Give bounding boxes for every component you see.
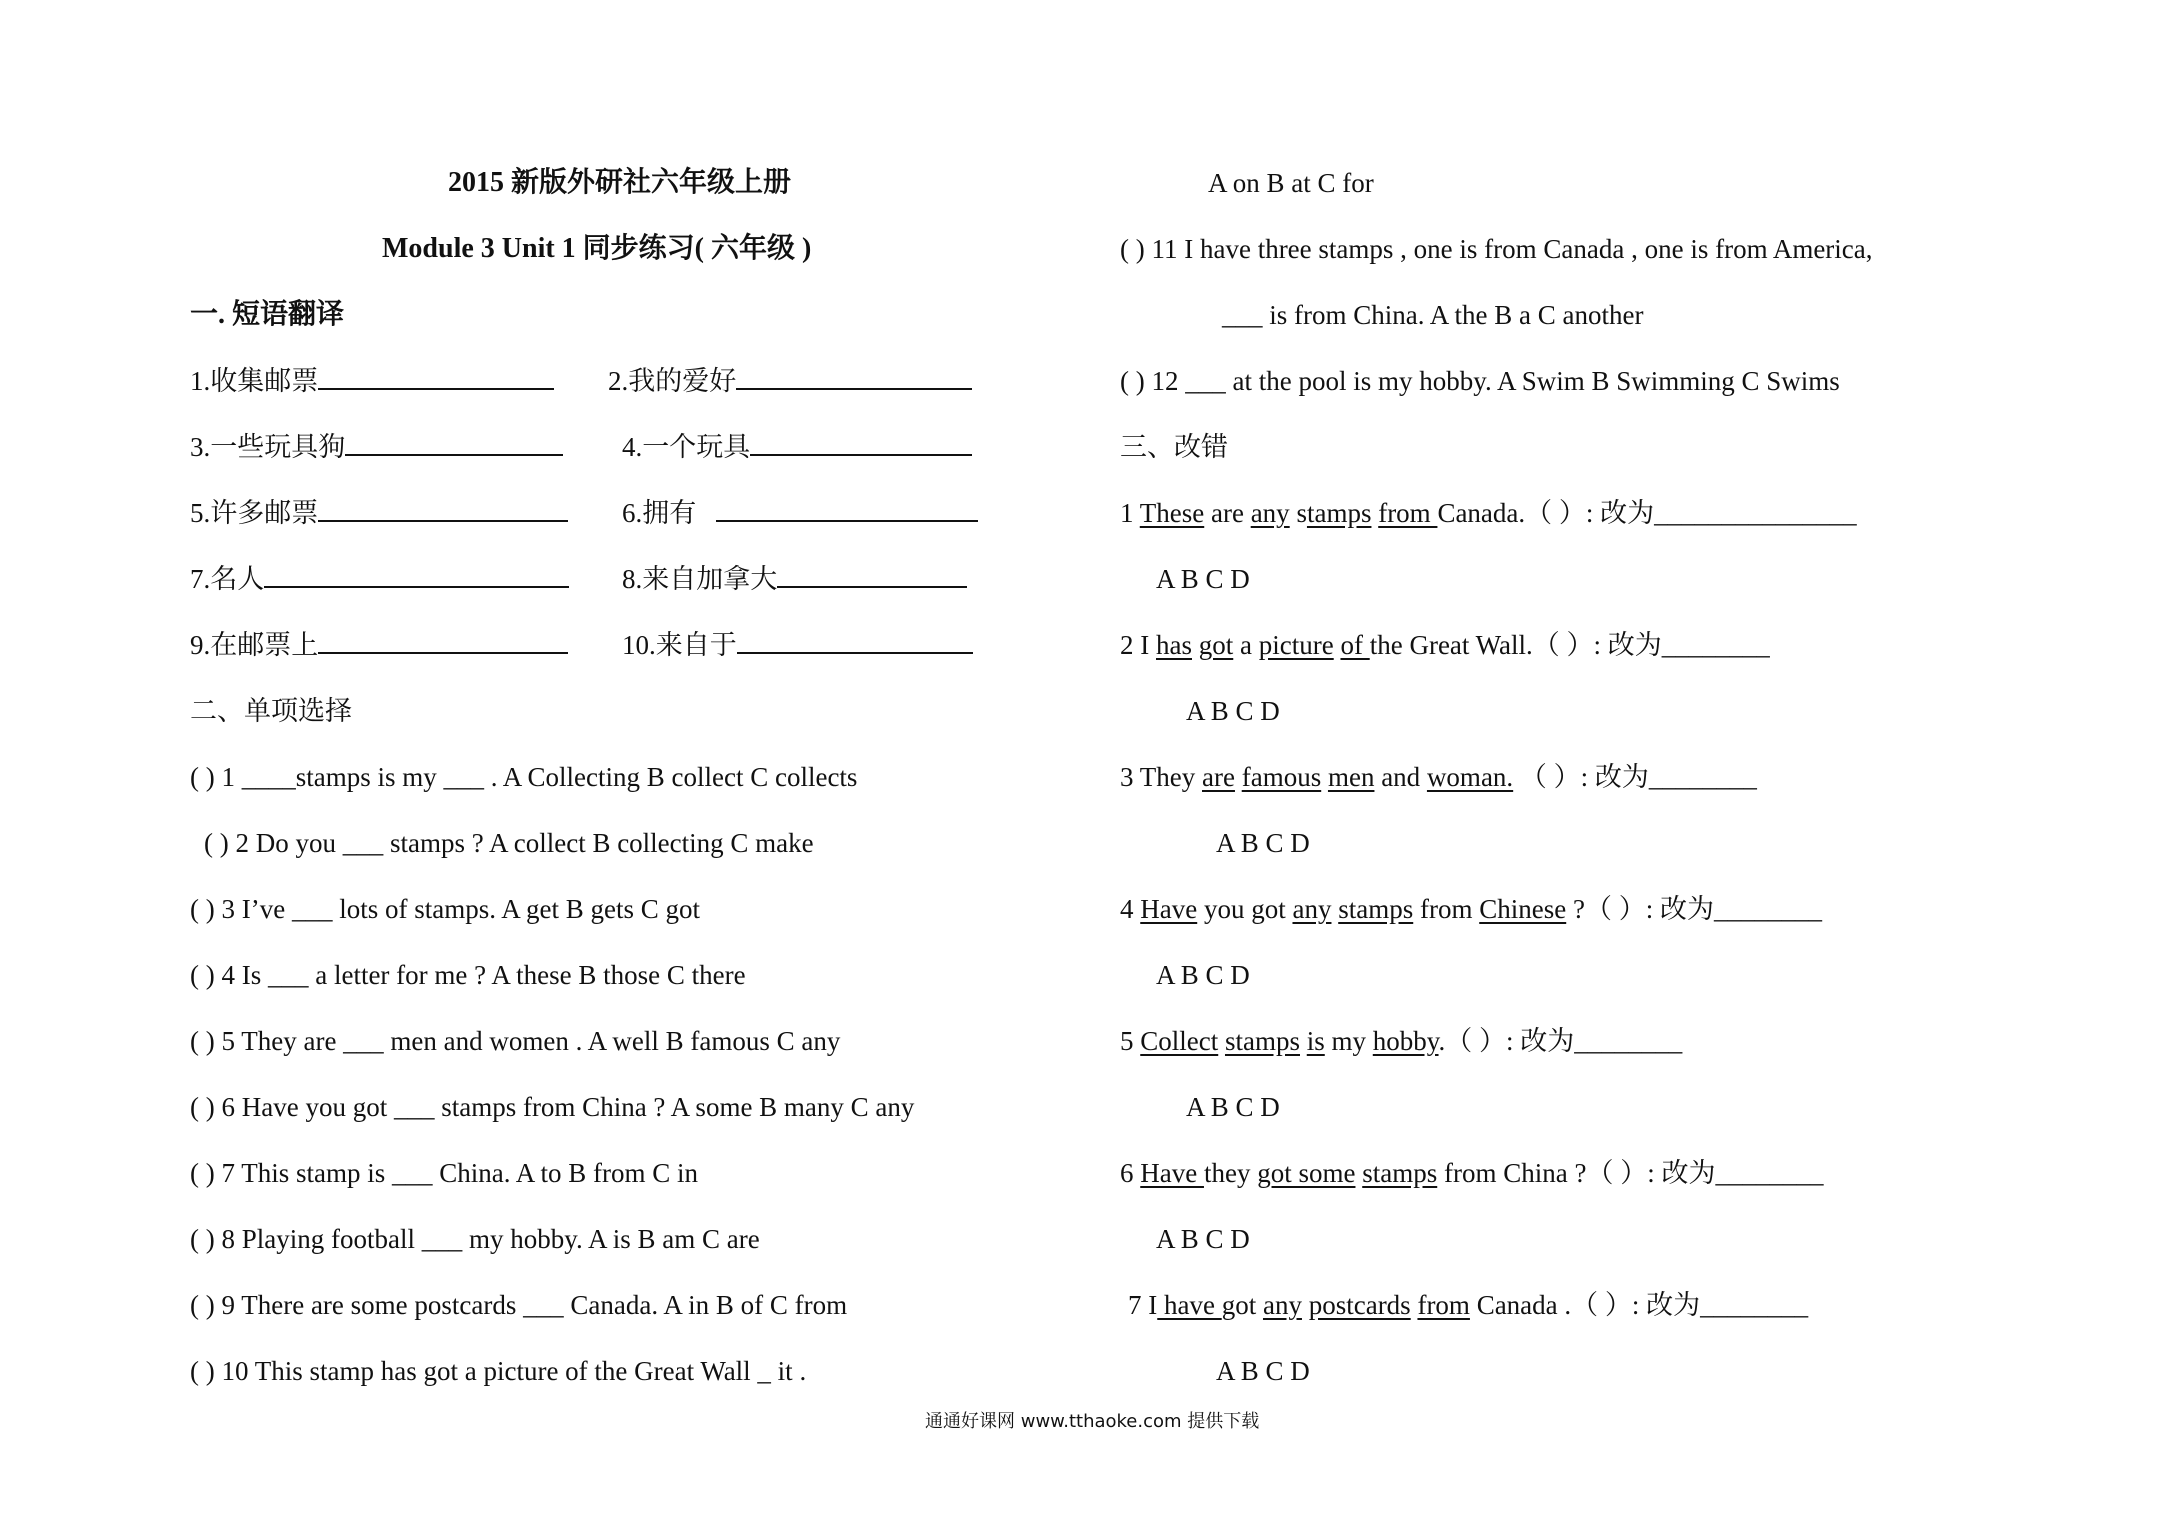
phrase-2: 2.我的爱好: [608, 364, 972, 398]
correction-4: 4 Have you got any stamps from Chinese ?（ ）: 改为________: [1120, 894, 1822, 924]
correction-4-labels: A B C D: [1156, 960, 1250, 990]
question-11: ( ) 11 I have three stamps , one is from Canada , one is from America,: [1120, 234, 1873, 264]
phrase-7: 7.名人: [190, 562, 569, 596]
phrase-4: 4.一个玩具: [622, 430, 972, 464]
correction-1: 1 These are any stamps from Canada.（ ）: 改为_______________: [1120, 498, 1857, 528]
correction-6: 6 Have they got some stamps from China ?（ ）: 改为________: [1120, 1158, 1824, 1188]
question-2: ( ) 2 Do you ___ stamps ? A collect B collecting C make: [204, 828, 814, 858]
correction-6-labels: A B C D: [1156, 1224, 1250, 1254]
correction-2-labels: A B C D: [1186, 696, 1280, 726]
section-2-heading: 二、单项选择: [190, 696, 352, 726]
question-11-options: ___ is from China. A the B a C another: [1222, 300, 1644, 330]
question-3: ( ) 3 I’ve ___ lots of stamps. A get B gets C got: [190, 894, 700, 924]
correction-7-labels: A B C D: [1216, 1356, 1310, 1386]
correction-5: 5 Collect stamps is my hobby.（ ）: 改为________: [1120, 1026, 1683, 1056]
section-1-heading: 一. 短语翻译: [190, 299, 345, 330]
question-10-options: A on B at C for: [1208, 168, 1374, 198]
question-10: ( ) 10 This stamp has got a picture of the Great Wall _ it .: [190, 1356, 807, 1386]
phrase-3: 3.一些玩具狗: [190, 430, 563, 464]
question-7: ( ) 7 This stamp is ___ China. A to B from C in: [190, 1158, 699, 1188]
section-3-heading: 三、改错: [1120, 432, 1228, 462]
question-6: ( ) 6 Have you got ___ stamps from China ? A some B many C any: [190, 1092, 915, 1122]
correction-7: 7 I have got any postcards from Canada .（ ）: 改为________: [1128, 1290, 1809, 1320]
correction-5-labels: A B C D: [1186, 1092, 1280, 1122]
question-12: ( ) 12 ___ at the pool is my hobby. A Swim B Swimming C Swims: [1120, 366, 1840, 396]
footer-source: 通通好课网 www.tthaoke.com 提供下载: [925, 1411, 1260, 1432]
phrase-6: 6.拥有: [622, 496, 978, 530]
worksheet-subtitle: Module 3 Unit 1 同步练习( 六年级 ): [382, 233, 812, 264]
correction-2: 2 I has got a picture of the Great Wall.（ ）: 改为________: [1120, 630, 1770, 660]
question-4: ( ) 4 Is ___ a letter for me ? A these B those C there: [190, 960, 746, 990]
question-9: ( ) 9 There are some postcards ___ Canada. A in B of C from: [190, 1290, 848, 1320]
phrase-10: 10.来自于: [622, 628, 973, 662]
phrase-8: 8.来自加拿大: [622, 562, 967, 596]
worksheet-title: 2015 新版外研社六年级上册: [448, 167, 792, 198]
phrase-9: 9.在邮票上: [190, 628, 568, 662]
correction-1-labels: A B C D: [1156, 564, 1250, 594]
correction-3: 3 They are famous men and woman. （ ）: 改为________: [1120, 762, 1757, 792]
phrase-1: 1.收集邮票: [190, 364, 554, 398]
phrase-5: 5.许多邮票: [190, 496, 568, 530]
question-8: ( ) 8 Playing football ___ my hobby. A is B am C are: [190, 1224, 760, 1254]
question-5: ( ) 5 They are ___ men and women . A well B famous C any: [190, 1026, 841, 1056]
question-1: ( ) 1 ____stamps is my ___ . A Collecting B collect C collects: [190, 762, 858, 792]
correction-3-labels: A B C D: [1216, 828, 1310, 858]
